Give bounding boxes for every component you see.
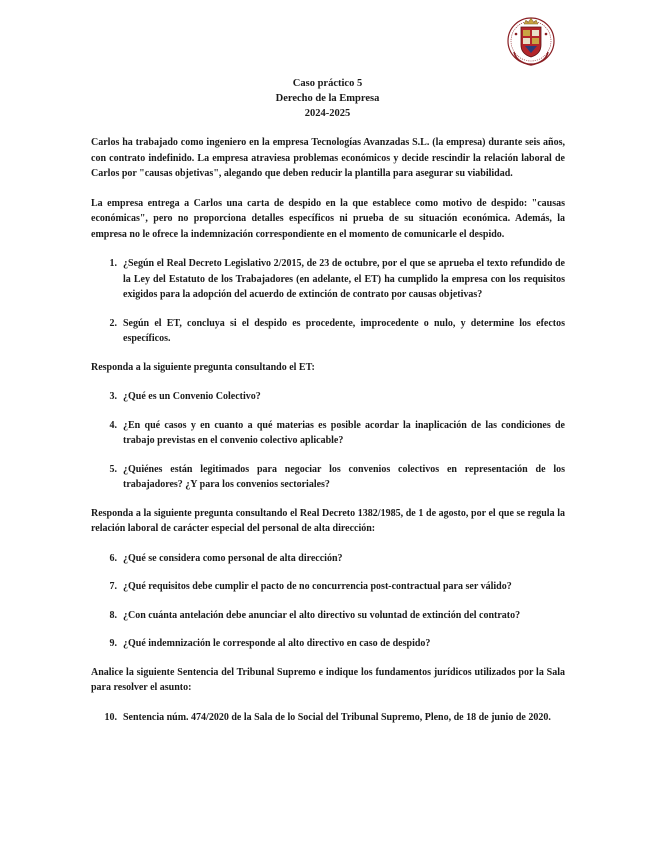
course-name: Derecho de la Empresa <box>275 93 380 104</box>
question-item <box>97 418 565 449</box>
question-number: 3. <box>109 391 117 402</box>
question-item <box>97 389 565 405</box>
question-number: 4. <box>109 419 117 431</box>
question-number: 8. <box>109 609 117 621</box>
question-text: ¿Quiénes están legitimados para negociar los convenios colectivos en representación de los trabajadores? ¿Y para los convenios sectoriales? <box>123 463 565 490</box>
question-number: 10. <box>104 711 117 723</box>
section-instruction-rd: Responda a la siguiente pregunta consultando el Real Decreto 1382/1985, de 1 de agosto, por el que se regula la relación laboral de carácter especial del personal de alta dirección: <box>91 507 565 534</box>
question-text: ¿Qué indemnización le corresponde al alto directivo en caso de despido? <box>123 638 431 649</box>
question-number: 9. <box>109 638 117 649</box>
question-item <box>97 608 565 624</box>
section-instruction-sentence: Analice la siguiente Sentencia del Tribunal Supremo e indique los fundamentos jurídicos utilizados por la Sala para resolver el asunto: <box>91 666 565 693</box>
question-item <box>97 316 565 347</box>
question-item <box>97 462 565 493</box>
intro-paragraph-2: La empresa entrega a Carlos una carta de despido en la que establece como motivo de despido: "causas económicas", pero no proporciona detalles específicos ni prueba de su situación económica. Además, la empresa no le ofrece la indemnización correspondiente en el momento de comunicarle el despido. <box>91 197 565 240</box>
question-text: ¿En qué casos y en cuanto a qué materias es posible acordar la inaplicación de las condiciones de trabajo previstas en el convenio colectivo aplicable? <box>123 419 565 446</box>
academic-year: 2024-2025 <box>304 108 351 119</box>
question-text: Según el ET, concluya si el despido es procedente, improcedente o nulo, y determine los efectos específicos. <box>123 317 565 344</box>
question-item <box>97 710 565 726</box>
question-text: ¿Con cuánta antelación debe anunciar el alto directivo su voluntad de extinción del contrato? <box>123 609 521 621</box>
document-header <box>0 76 655 121</box>
university-seal-logo <box>506 12 556 70</box>
question-text: ¿Qué se considera como personal de alta dirección? <box>123 552 343 564</box>
question-item <box>97 579 565 595</box>
question-item <box>97 256 565 303</box>
section-instruction-et: Responda a la siguiente pregunta consultando el ET: <box>91 361 315 373</box>
case-title: Caso práctico 5 <box>292 78 363 89</box>
question-number: 5. <box>109 463 117 475</box>
question-text: ¿Qué requisitos debe cumplir el pacto de no concurrencia post-contractual para ser válido? <box>123 581 512 592</box>
question-text: ¿Según el Real Decreto Legislativo 2/2015, de 23 de octubre, por el que se aprueba el texto refundido de la Ley del Estatuto de los Trabajadores (en adelante, el ET) ha cumplido la empresa con los requisitos exigidos para la adopción del acuerdo de extinción de contrato por causas objetivas? <box>123 258 565 300</box>
document-body <box>91 135 565 738</box>
question-number: 1. <box>109 258 117 269</box>
question-number: 7. <box>109 581 117 592</box>
intro-paragraph-1: Carlos ha trabajado como ingeniero en la empresa Tecnologías Avanzadas S.L. (la empresa) durante seis años, con contrato indefinido. La empresa atraviesa problemas económicos y decide rescindir la relación laboral de Carlos por "causas objetivas", alegando que deben reducir la plantilla para asegurar su viabilidad. <box>91 137 565 179</box>
question-item <box>97 551 565 567</box>
question-number: 2. <box>109 317 117 329</box>
question-item <box>97 636 565 652</box>
question-text: ¿Qué es un Convenio Colectivo? <box>123 391 261 402</box>
question-text: Sentencia núm. 474/2020 de la Sala de lo Social del Tribunal Supremo, Pleno, de 18 de junio de 2020. <box>123 711 551 723</box>
question-number: 6. <box>109 552 117 564</box>
